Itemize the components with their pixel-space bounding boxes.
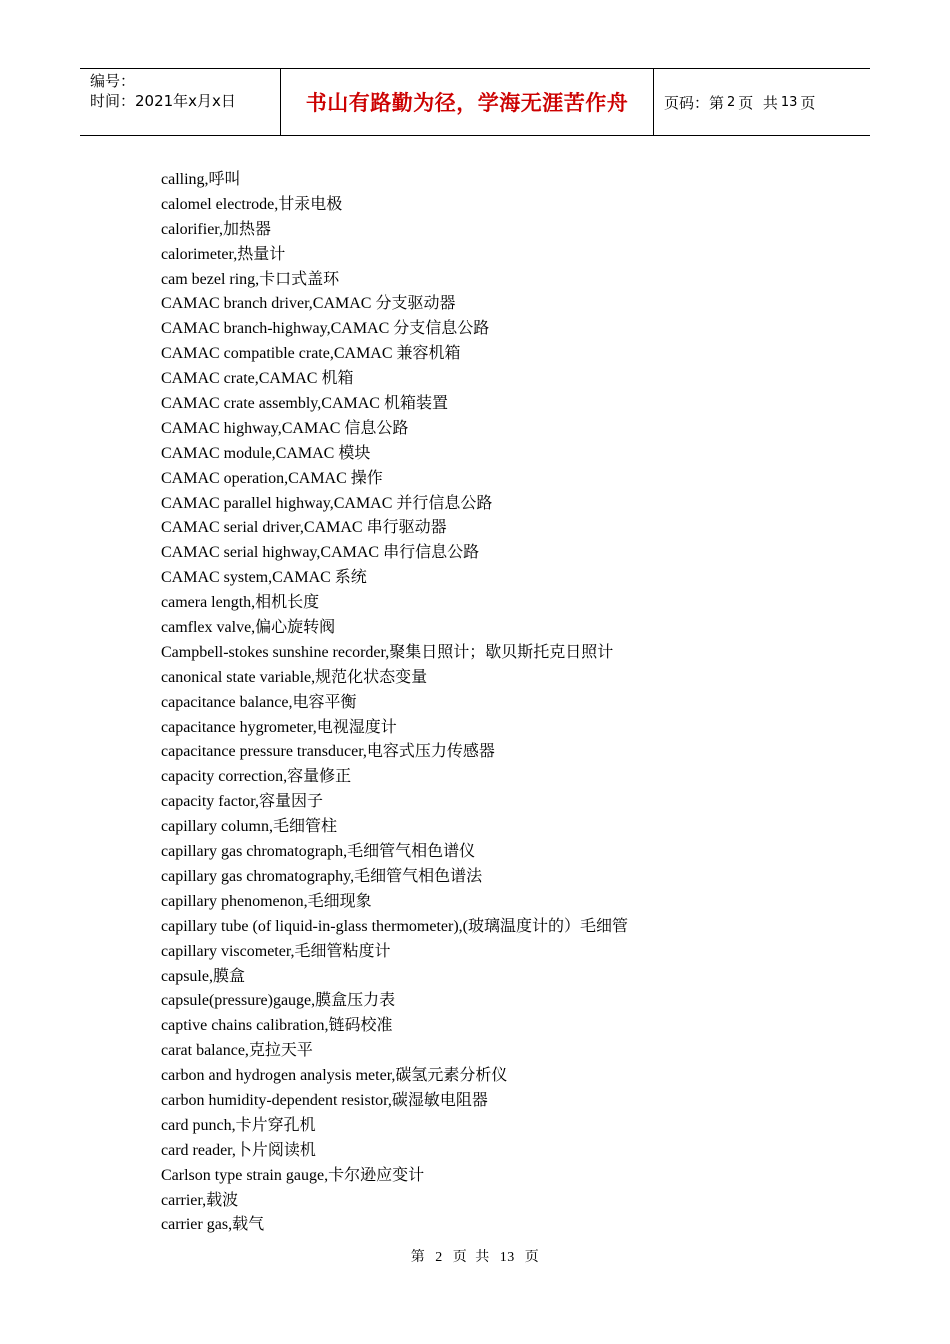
glossary-entry: CAMAC serial highway,CAMAC 串行信息公路	[161, 544, 480, 562]
glossary-entry: camera length,相机长度	[161, 594, 320, 612]
glossary-entry: CAMAC system,CAMAC 系统	[161, 569, 367, 587]
glossary-entry: CAMAC branch-highway,CAMAC 分支信息公路	[161, 320, 490, 338]
footer-total: 13	[499, 1250, 515, 1265]
glossary-list	[161, 168, 628, 1238]
page-total: 13	[780, 94, 798, 110]
glossary-entry: CAMAC module,CAMAC 模块	[161, 444, 371, 462]
glossary-entry: capillary gas chromatography,毛细管气相色谱法	[161, 867, 483, 885]
glossary-entry: CAMAC operation,CAMAC 操作	[161, 469, 383, 487]
glossary-entry: CAMAC highway,CAMAC 信息公路	[161, 419, 409, 437]
glossary-entry: cam bezel ring,卡口式盖环	[161, 270, 340, 288]
glossary-entry: capacitance pressure transducer,电容式压力传感器	[161, 743, 495, 761]
glossary-entry: capillary tube (of liquid-in-glass thermometer),(玻璃温度计的）毛细管	[161, 917, 629, 935]
header-meta	[80, 69, 281, 135]
footer-current: 2	[435, 1250, 443, 1265]
page-suffix: 页	[800, 93, 816, 112]
glossary-entry: capsule,膜盒	[161, 967, 245, 985]
glossary-entry: CAMAC crate assembly,CAMAC 机箱装置	[161, 395, 448, 413]
glossary-entry: CAMAC compatible crate,CAMAC 兼容机箱	[161, 345, 461, 363]
glossary-entry: capsule(pressure)gauge,膜盒压力表	[161, 992, 396, 1010]
glossary-entry: carbon humidity-dependent resistor,碳湿敏电阻器	[161, 1091, 488, 1109]
footer-prefix: 第	[410, 1250, 426, 1265]
glossary-entry: capillary viscometer,毛细管粘度计	[161, 942, 391, 960]
glossary-entry: camflex valve,偏心旋转阀	[161, 619, 336, 637]
glossary-entry: calorifier,加热器	[161, 220, 271, 238]
page-current: 2	[727, 94, 736, 110]
glossary-entry: card reader,卜片阅读机	[161, 1141, 316, 1159]
glossary-entry: carbon and hydrogen analysis meter,碳氢元素分析仪	[161, 1067, 508, 1085]
footer-mid: 页 共	[452, 1250, 490, 1265]
glossary-entry: captive chains calibration,链码校准	[161, 1017, 393, 1035]
glossary-entry: CAMAC branch driver,CAMAC 分支驱动器	[161, 295, 456, 313]
page-mid: 页 共	[738, 93, 778, 112]
glossary-entry: canonical state variable,规范化状态变量	[161, 668, 428, 686]
glossary-entry: capillary gas chromatograph,毛细管气相色谱仪	[161, 843, 476, 861]
glossary-entry: CAMAC serial driver,CAMAC 串行驱动器	[161, 519, 447, 537]
page-footer	[0, 1246, 950, 1266]
glossary-entry: calomel electrode,甘汞电极	[161, 195, 343, 213]
glossary-entry: CAMAC crate,CAMAC 机箱	[161, 370, 354, 388]
glossary-entry: CAMAC parallel highway,CAMAC 并行信息公路	[161, 494, 493, 512]
glossary-entry: carrier,载波	[161, 1191, 239, 1209]
glossary-entry: capacity correction,容量修正	[161, 768, 352, 786]
glossary-entry: capacitance hygrometer,电视湿度计	[161, 718, 397, 736]
glossary-entry: capillary column,毛细管柱	[161, 818, 337, 836]
code-label: 编号：	[90, 72, 136, 90]
glossary-entry: Carlson type strain gauge,卡尔逊应变计	[161, 1166, 425, 1184]
glossary-entry: carrier gas,载气	[161, 1216, 265, 1234]
header-motto: 书山有路勤为径，学海无涯苦作舟	[281, 69, 654, 135]
glossary-entry: Campbell-stokes sunshine recorder,聚集日照计；歇贝斯托克日照计	[161, 643, 614, 661]
page-prefix: 页码：第	[664, 93, 725, 112]
glossary-entry: calorimeter,热量计	[161, 245, 286, 263]
glossary-entry: capacitance balance,电容平衡	[161, 693, 357, 711]
time-label: 时间：2021年x月x日	[90, 92, 236, 110]
glossary-entry: card punch,卡片穿孔机	[161, 1116, 316, 1134]
header-page-number	[654, 69, 870, 135]
page-header	[80, 68, 870, 136]
footer-suffix: 页	[524, 1250, 540, 1265]
glossary-entry: carat balance,克拉天平	[161, 1042, 313, 1060]
glossary-entry: capillary phenomenon,毛细现象	[161, 892, 372, 910]
glossary-entry: capacity factor,容量因子	[161, 793, 323, 811]
glossary-entry: calling,呼叫	[161, 171, 241, 188]
